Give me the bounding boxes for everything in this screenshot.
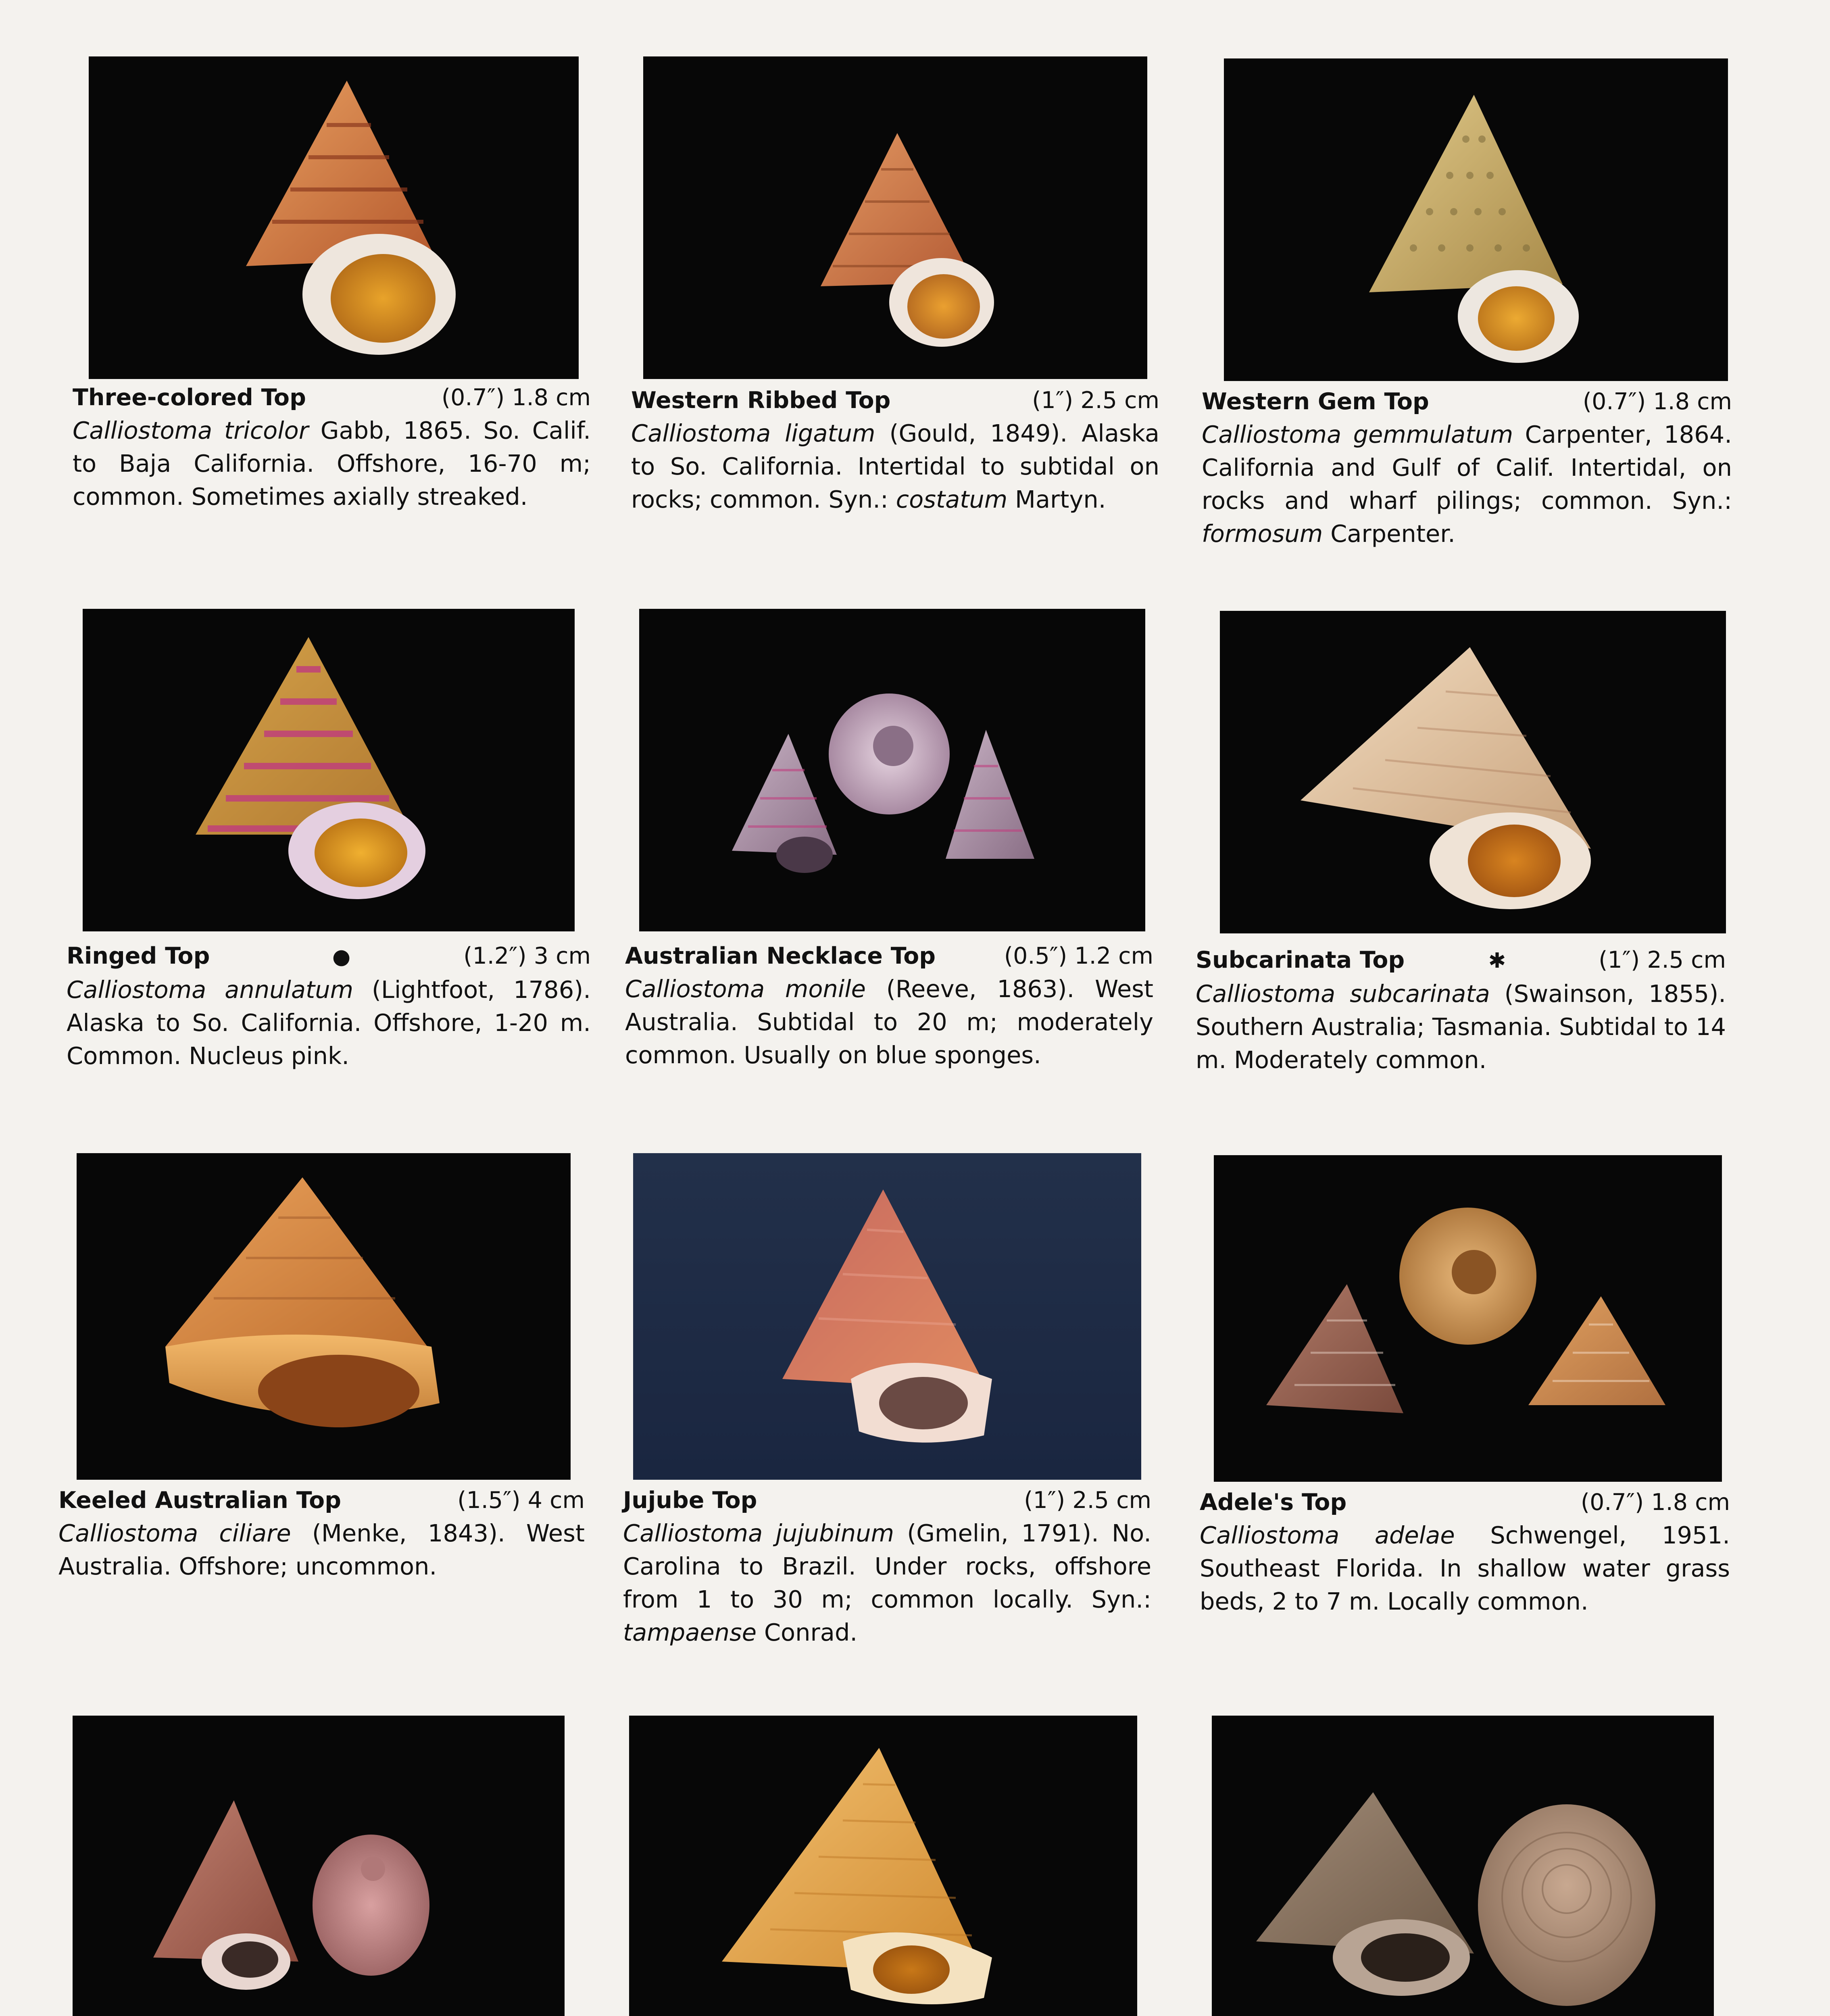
shell-size: (0.7″) 1.8 cm <box>1580 1489 1730 1516</box>
shell-description: Calliostoma ligatum (Gould, 1849). Alaska to So. California. Intertidal to subtidal on rocks; common. Syn.: costatum Martyn. <box>631 419 1159 513</box>
scientific-name: Calliostoma annulatum <box>67 976 354 1004</box>
shell-photo-western-ribbed-top <box>643 56 1147 379</box>
shell-description: Calliostoma subcarinata (Swainson, 1855). Southern Australia; Tasmania. Subtidal to 14 m. Moderately common. <box>1196 980 1726 1074</box>
shell-size: (0.7″) 1.8 cm <box>1582 388 1732 415</box>
shell-illustration <box>1224 58 1728 381</box>
shell-name: Western Gem Top <box>1202 388 1429 415</box>
shell-photo-sculptured-top <box>73 1716 565 2016</box>
shell-description: Calliostoma gemmulatum Carpenter, 1864. California and Gulf of Calif. Intertidal, on rocks and wharf pilings; common. Syn.: formosum Carpenter. <box>1202 421 1732 548</box>
shell-illustration <box>83 609 575 931</box>
shell-photo-ringed-top <box>83 609 575 931</box>
shell-description: Calliostoma jujubinum (Gmelin, 1791). No. Carolina to Brazil. Under rocks, offshore from 1 to 30 m; common locally. Syn.: tampaense Conrad. <box>623 1519 1151 1646</box>
caption-western-ribbed-top <box>631 384 1159 516</box>
scientific-name: Calliostoma jujubinum <box>623 1519 894 1547</box>
shell-size: (1.5″) 4 cm <box>457 1487 585 1514</box>
shell-illustration <box>643 56 1147 379</box>
shell-size: (1″) 2.5 cm <box>1024 1487 1151 1514</box>
shell-name: Australian Necklace Top <box>625 943 936 969</box>
caption-ringed-top <box>67 939 591 1073</box>
caption-subcarinata-top <box>1196 943 1726 1077</box>
ringed-dot-icon: ● <box>332 945 351 969</box>
shell-description: Calliostoma ciliare (Menke, 1843). West Australia. Offshore; uncommon. <box>58 1519 585 1580</box>
caption-australian-necklace-top <box>625 939 1153 1072</box>
scientific-name: Calliostoma ligatum <box>631 419 875 447</box>
shell-illustration <box>1214 1155 1722 1482</box>
shell-size: (1.2″) 3 cm <box>463 943 591 969</box>
shell-photo-subcarinata-top <box>1220 611 1726 933</box>
shell-name: Adele's Top <box>1200 1489 1347 1516</box>
shell-photo-adeles-top <box>1214 1155 1722 1482</box>
shell-description: Calliostoma tricolor Gabb, 1865. So. Calif. to Baja California. Offshore, 16-70 m; common. Sometimes axially streaked. <box>73 417 591 510</box>
scientific-name: Calliostoma monile <box>625 975 866 1003</box>
shell-photo-keeled-australian-top <box>77 1153 571 1480</box>
shell-illustration <box>639 609 1145 931</box>
shell-description: Calliostoma annulatum (Lightfoot, 1786). Alaska to So. California. Offshore, 1-20 m. Common. Nucleus pink. <box>67 976 591 1070</box>
caption-western-gem-top <box>1202 385 1732 550</box>
synonym: tampaense <box>623 1618 757 1646</box>
shell-illustration <box>633 1153 1141 1480</box>
shell-illustration <box>77 1153 571 1480</box>
scientific-name: Calliostoma gemmulatum <box>1202 421 1513 448</box>
caption-three-colored-top <box>73 381 591 513</box>
shell-illustration <box>73 1716 565 2016</box>
asterisk-icon: ✱ <box>1488 949 1506 973</box>
shell-name: Jujube Top <box>623 1487 757 1514</box>
shell-name: Subcarinata Top <box>1196 947 1405 973</box>
shell-name: Keeled Australian Top <box>58 1487 342 1514</box>
synonym: costatum <box>896 485 1008 513</box>
shell-photo-jujube-top <box>633 1153 1141 1480</box>
shell-description: Calliostoma adelae Schwengel, 1951. Southeast Florida. In shallow water grass beds, 2 to 7 m. Locally common. <box>1200 1521 1730 1615</box>
shell-size: (1″) 2.5 cm <box>1599 947 1726 973</box>
shell-size: (0.7″) 1.8 cm <box>441 384 591 411</box>
shell-illustration <box>1220 611 1726 933</box>
shell-photo-western-gem-top <box>1224 58 1728 381</box>
shell-photo-psyche-top <box>1212 1716 1714 2016</box>
shell-name: Western Ribbed Top <box>631 387 891 414</box>
shell-photo-australian-necklace-top <box>639 609 1145 931</box>
shell-name: Three-colored Top <box>73 384 306 411</box>
caption-adeles-top <box>1200 1486 1730 1618</box>
shell-photo-bairds-top <box>629 1716 1137 2016</box>
shell-description: Calliostoma monile (Reeve, 1863). West Australia. Subtidal to 20 m; moderately common. Usually on blue sponges. <box>625 975 1153 1069</box>
scientific-name: Calliostoma tricolor <box>73 417 309 444</box>
caption-keeled-australian-top <box>58 1484 585 1583</box>
shell-illustration <box>629 1716 1137 2016</box>
caption-jujube-top <box>623 1484 1151 1649</box>
scientific-name: Calliostoma ciliare <box>58 1519 291 1547</box>
shell-size: (0.5″) 1.2 cm <box>1004 943 1153 969</box>
shell-name: Ringed Top <box>67 943 210 969</box>
scientific-name: Calliostoma subcarinata <box>1196 980 1490 1008</box>
shell-illustration <box>1212 1716 1714 2016</box>
synonym: formosum <box>1202 520 1323 548</box>
shell-illustration <box>89 56 579 379</box>
shell-size: (1″) 2.5 cm <box>1032 387 1159 414</box>
shell-photo-three-colored-top <box>89 56 579 379</box>
scientific-name: Calliostoma adelae <box>1200 1521 1455 1549</box>
